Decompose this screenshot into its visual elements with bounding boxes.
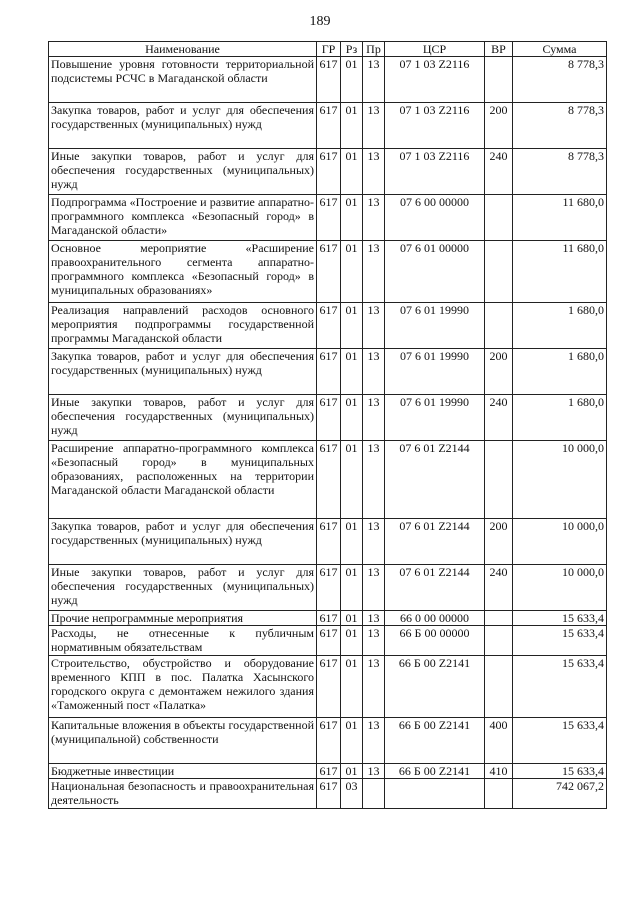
- row-gr: 617: [317, 718, 341, 764]
- row-vr: [485, 779, 513, 809]
- row-gr: 617: [317, 57, 341, 103]
- row-gr: 617: [317, 779, 341, 809]
- row-sum: 10 000,0: [513, 565, 607, 611]
- row-pr: 13: [363, 626, 385, 656]
- row-csr: 07 6 00 00000: [385, 195, 485, 241]
- row-rz: 01: [341, 195, 363, 241]
- row-csr: 07 1 03 Z2116: [385, 57, 485, 103]
- row-name: Закупка товаров, работ и услуг для обеспечения государственных (муниципальных) нужд: [49, 349, 317, 395]
- row-gr: 617: [317, 626, 341, 656]
- row-rz: 01: [341, 519, 363, 565]
- row-csr: 07 6 01 19990: [385, 349, 485, 395]
- header-csr: ЦСР: [385, 42, 485, 57]
- row-rz: 01: [341, 441, 363, 519]
- row-gr: 617: [317, 303, 341, 349]
- row-name: Прочие непрограммные мероприятия: [49, 611, 317, 626]
- header-row: [49, 42, 607, 57]
- row-rz: 01: [341, 656, 363, 718]
- row-vr: [485, 656, 513, 718]
- row-sum: 15 633,4: [513, 718, 607, 764]
- row-pr: 13: [363, 718, 385, 764]
- row-name: Подпрограмма «Построение и развитие аппаратно-программного комплекса «Безопасный город» в Магаданской области»: [49, 195, 317, 241]
- row-gr: 617: [317, 764, 341, 779]
- row-gr: 617: [317, 611, 341, 626]
- table-row: [49, 149, 607, 195]
- row-vr: [485, 626, 513, 656]
- table-row: [49, 57, 607, 103]
- table-row: [49, 718, 607, 764]
- row-vr: 200: [485, 103, 513, 149]
- row-pr: 13: [363, 57, 385, 103]
- row-pr: 13: [363, 611, 385, 626]
- row-pr: 13: [363, 764, 385, 779]
- row-pr: 13: [363, 565, 385, 611]
- row-gr: 617: [317, 241, 341, 303]
- row-name: Основное мероприятие «Расширение правоохранительного сегмента аппаратно-программного комплекса «Безопасный город» в муниципальных образованиях»: [49, 241, 317, 303]
- budget-table: [48, 41, 607, 809]
- row-sum: 1 680,0: [513, 303, 607, 349]
- row-sum: 8 778,3: [513, 149, 607, 195]
- row-csr: 07 6 01 19990: [385, 395, 485, 441]
- row-csr: 07 1 03 Z2116: [385, 149, 485, 195]
- table-row: [49, 611, 607, 626]
- row-csr: 07 6 01 Z2144: [385, 519, 485, 565]
- row-vr: 240: [485, 395, 513, 441]
- row-rz: 01: [341, 57, 363, 103]
- row-vr: [485, 303, 513, 349]
- row-name: Расширение аппаратно-программного комплекса «Безопасный город» в муниципальных образованиях, расположенных на территории Магаданской области Магаданской области: [49, 441, 317, 519]
- row-csr: 07 6 01 Z2144: [385, 565, 485, 611]
- row-vr: [485, 57, 513, 103]
- row-sum: 742 067,2: [513, 779, 607, 809]
- row-gr: 617: [317, 349, 341, 395]
- row-csr: 66 Б 00 00000: [385, 626, 485, 656]
- row-rz: 03: [341, 779, 363, 809]
- row-rz: 01: [341, 149, 363, 195]
- table-row: [49, 241, 607, 303]
- row-csr: 07 6 01 19990: [385, 303, 485, 349]
- row-name: Бюджетные инвестиции: [49, 764, 317, 779]
- table-row: [49, 195, 607, 241]
- row-name: Национальная безопасность и правоохранительная деятельность: [49, 779, 317, 809]
- row-gr: 617: [317, 195, 341, 241]
- row-gr: 617: [317, 149, 341, 195]
- row-sum: 15 633,4: [513, 764, 607, 779]
- row-sum: 15 633,4: [513, 611, 607, 626]
- row-name: Повышение уровня готовности территориальной подсистемы РСЧС в Магаданской области: [49, 57, 317, 103]
- row-vr: 240: [485, 149, 513, 195]
- row-vr: 200: [485, 349, 513, 395]
- row-name: Иные закупки товаров, работ и услуг для обеспечения государственных (муниципальных) нужд: [49, 395, 317, 441]
- row-vr: [485, 195, 513, 241]
- row-vr: 410: [485, 764, 513, 779]
- table-row: [49, 519, 607, 565]
- row-pr: 13: [363, 149, 385, 195]
- table-row: [49, 103, 607, 149]
- header-gr: ГР: [317, 42, 341, 57]
- row-csr: 66 Б 00 Z2141: [385, 656, 485, 718]
- header-name: Наименование: [49, 42, 317, 57]
- row-csr: 07 6 01 00000: [385, 241, 485, 303]
- row-sum: 15 633,4: [513, 626, 607, 656]
- row-sum: 11 680,0: [513, 241, 607, 303]
- row-csr: 07 6 01 Z2144: [385, 441, 485, 519]
- row-rz: 01: [341, 241, 363, 303]
- row-csr: 66 0 00 00000: [385, 611, 485, 626]
- row-pr: 13: [363, 656, 385, 718]
- page-number: 189: [309, 14, 331, 29]
- row-sum: 1 680,0: [513, 395, 607, 441]
- row-sum: 10 000,0: [513, 519, 607, 565]
- row-pr: [363, 779, 385, 809]
- table-row: [49, 565, 607, 611]
- row-vr: 400: [485, 718, 513, 764]
- row-pr: 13: [363, 519, 385, 565]
- row-pr: 13: [363, 303, 385, 349]
- row-sum: 1 680,0: [513, 349, 607, 395]
- row-gr: 617: [317, 441, 341, 519]
- row-rz: 01: [341, 626, 363, 656]
- row-vr: [485, 611, 513, 626]
- row-vr: [485, 241, 513, 303]
- row-vr: 200: [485, 519, 513, 565]
- row-gr: 617: [317, 395, 341, 441]
- header-pr: Пр: [363, 42, 385, 57]
- row-sum: 11 680,0: [513, 195, 607, 241]
- table-row: [49, 395, 607, 441]
- row-name: Закупка товаров, работ и услуг для обеспечения государственных (муниципальных) нужд: [49, 103, 317, 149]
- row-sum: 8 778,3: [513, 103, 607, 149]
- row-csr: [385, 779, 485, 809]
- row-name: Иные закупки товаров, работ и услуг для обеспечения государственных (муниципальных) нужд: [49, 565, 317, 611]
- row-name: Иные закупки товаров, работ и услуг для обеспечения государственных (муниципальных) нужд: [49, 149, 317, 195]
- row-vr: 240: [485, 565, 513, 611]
- row-pr: 13: [363, 241, 385, 303]
- row-gr: 617: [317, 519, 341, 565]
- table-row: [49, 764, 607, 779]
- table-row: [49, 441, 607, 519]
- row-csr: 07 1 03 Z2116: [385, 103, 485, 149]
- row-rz: 01: [341, 103, 363, 149]
- row-pr: 13: [363, 441, 385, 519]
- table-row: [49, 779, 607, 809]
- row-gr: 617: [317, 656, 341, 718]
- row-pr: 13: [363, 349, 385, 395]
- row-csr: 66 Б 00 Z2141: [385, 718, 485, 764]
- row-pr: 13: [363, 195, 385, 241]
- row-sum: 8 778,3: [513, 57, 607, 103]
- row-pr: 13: [363, 103, 385, 149]
- row-gr: 617: [317, 103, 341, 149]
- row-name: Закупка товаров, работ и услуг для обеспечения государственных (муниципальных) нужд: [49, 519, 317, 565]
- row-sum: 15 633,4: [513, 656, 607, 718]
- table-row: [49, 656, 607, 718]
- row-gr: 617: [317, 565, 341, 611]
- header-vr: ВР: [485, 42, 513, 57]
- row-rz: 01: [341, 718, 363, 764]
- table-row: [49, 303, 607, 349]
- row-pr: 13: [363, 395, 385, 441]
- header-rz: Рз: [341, 42, 363, 57]
- row-rz: 01: [341, 303, 363, 349]
- row-rz: 01: [341, 565, 363, 611]
- row-name: Реализация направлений расходов основного мероприятия подпрограммы государственной программы Магаданской области: [49, 303, 317, 349]
- row-sum: 10 000,0: [513, 441, 607, 519]
- row-rz: 01: [341, 611, 363, 626]
- row-rz: 01: [341, 764, 363, 779]
- row-name: Капитальные вложения в объекты государственной (муниципальной) собственности: [49, 718, 317, 764]
- row-vr: [485, 441, 513, 519]
- table-row: [49, 349, 607, 395]
- row-name: Расходы, не отнесенные к публичным нормативным обязательствам: [49, 626, 317, 656]
- row-name: Строительство, обустройство и оборудование временного КПП в пос. Палатка Хасынского городского округа с демонтажем нежилого здания «Таможенный пост «Палатка»: [49, 656, 317, 718]
- table-row: [49, 626, 607, 656]
- row-rz: 01: [341, 395, 363, 441]
- header-sum: Сумма: [513, 42, 607, 57]
- row-rz: 01: [341, 349, 363, 395]
- row-csr: 66 Б 00 Z2141: [385, 764, 485, 779]
